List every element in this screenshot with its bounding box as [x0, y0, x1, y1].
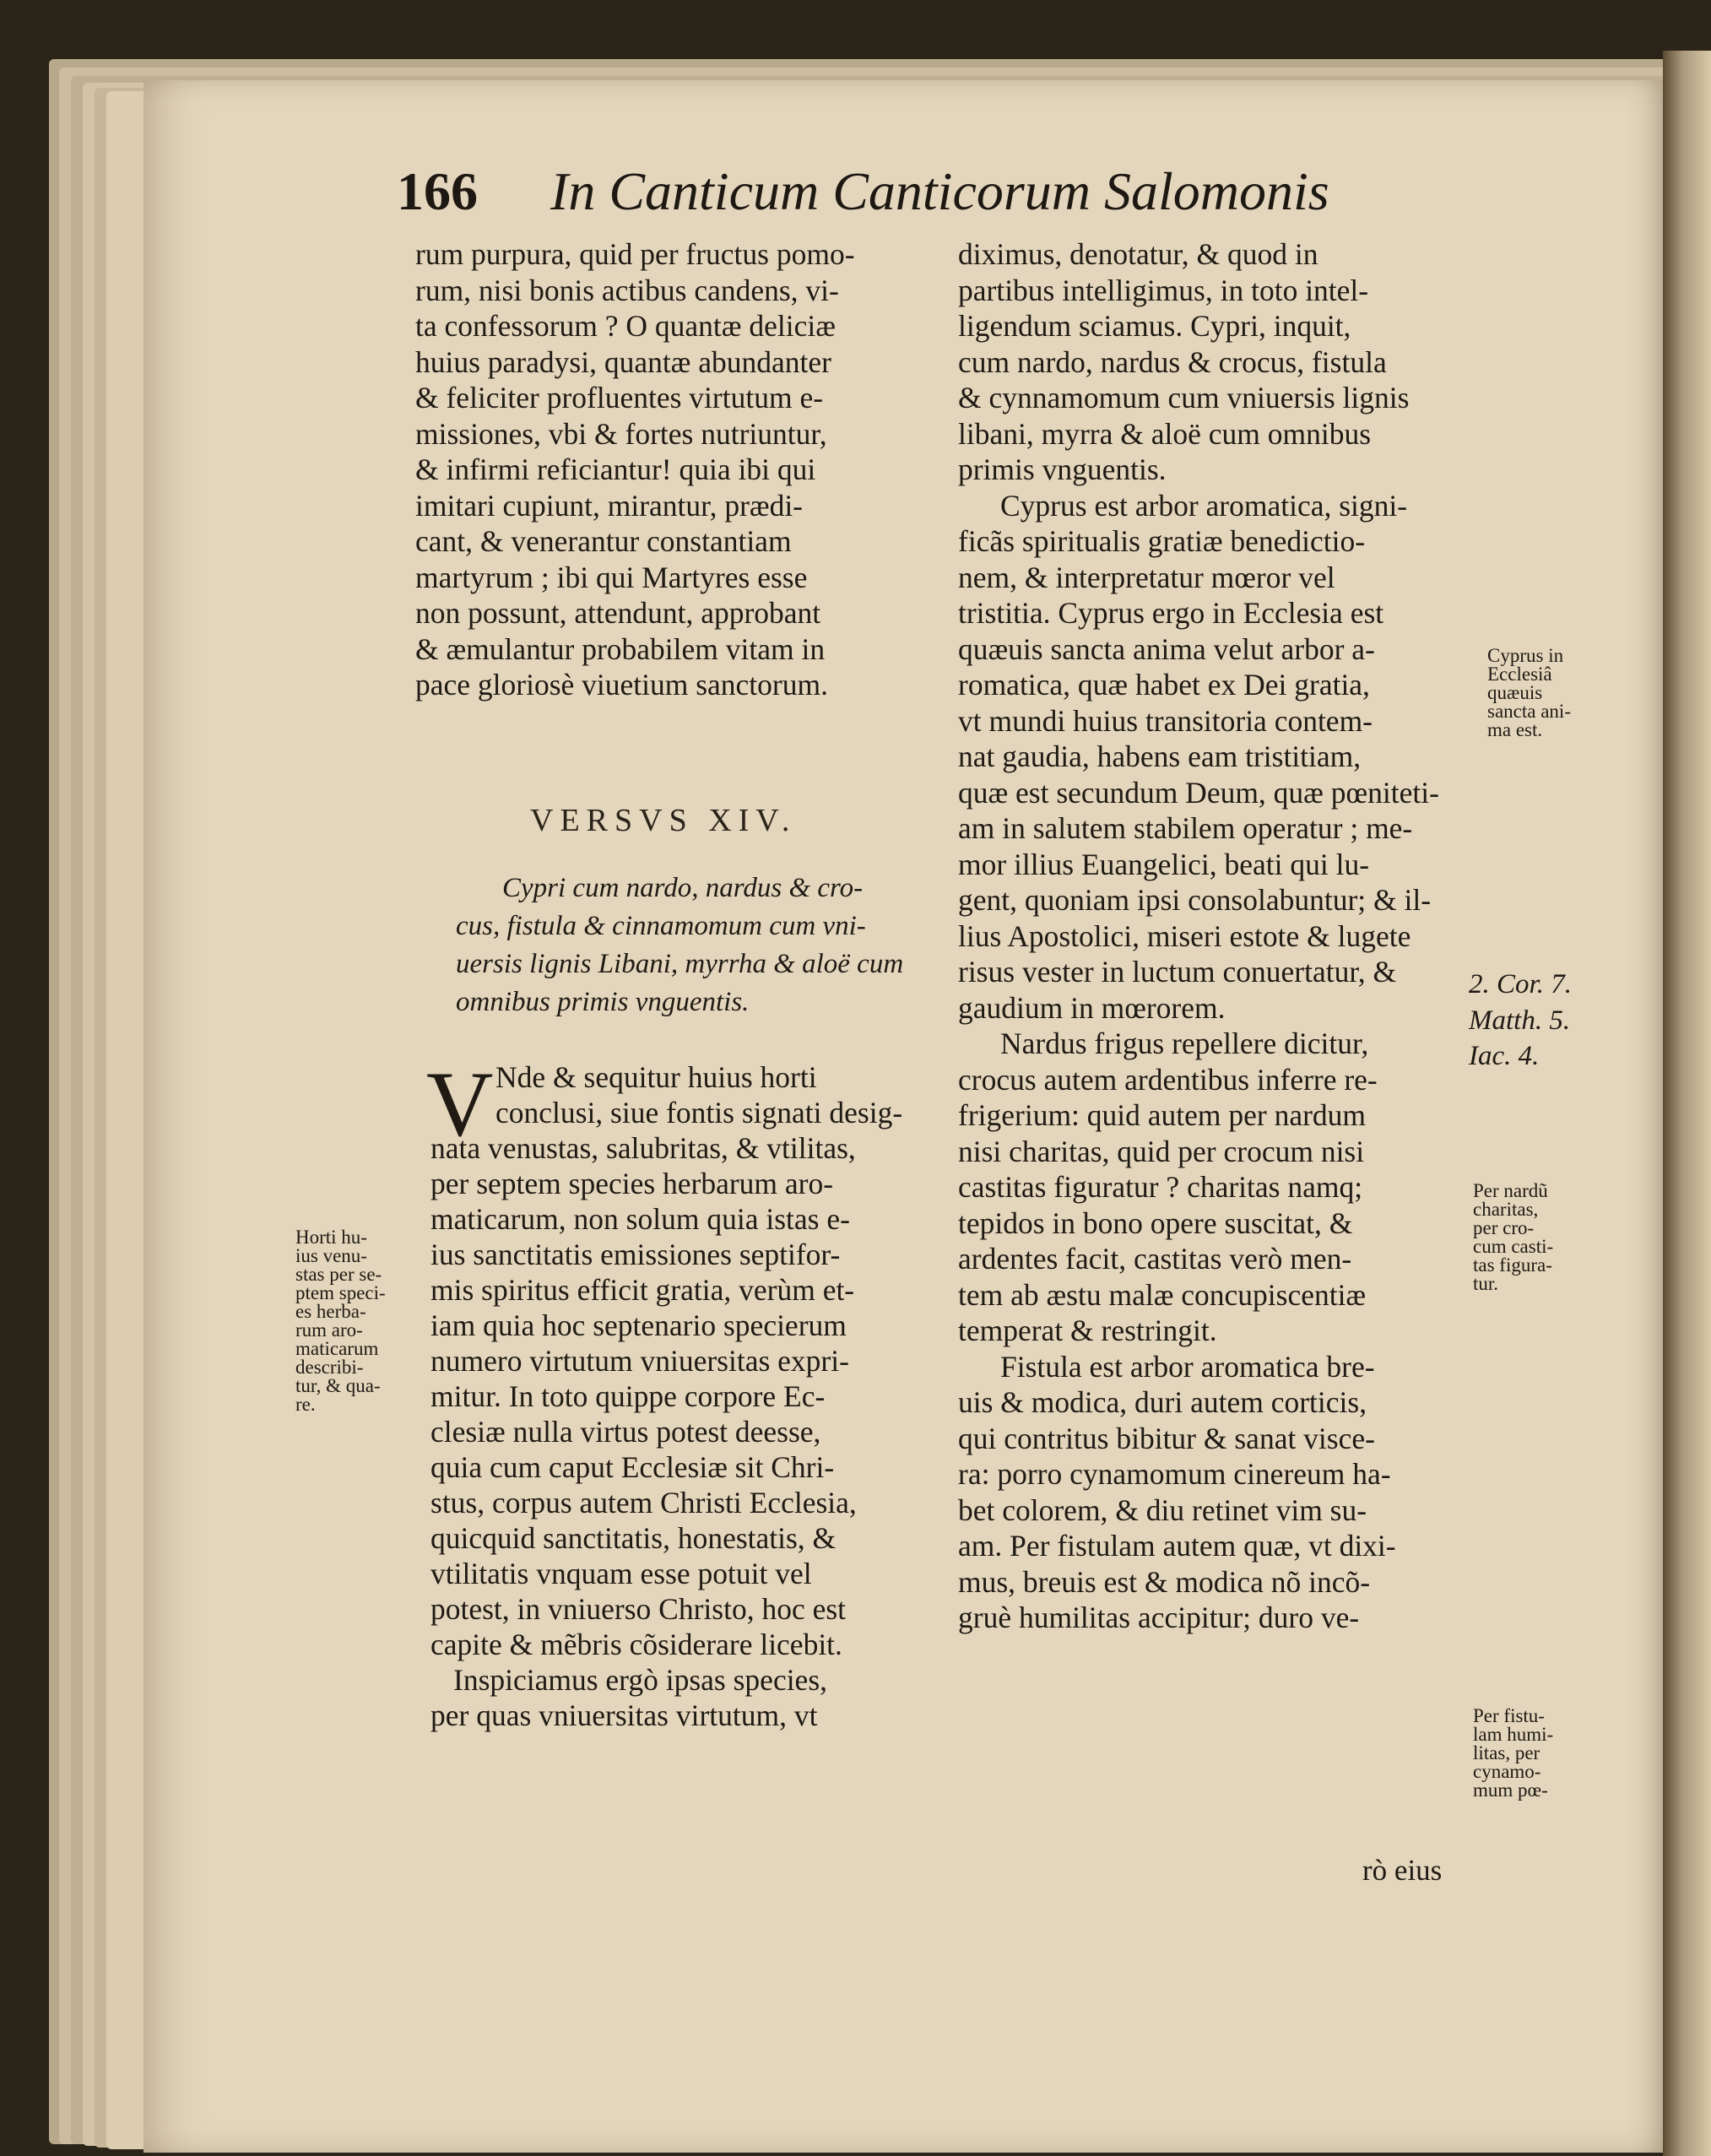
text-line: nata venustas, salubritas, & vtilitas, — [430, 1131, 856, 1165]
running-header — [397, 160, 1494, 241]
marginal-line: maticarum — [295, 1338, 379, 1359]
text-line: ardentes facit, castitas verò men- — [958, 1242, 1352, 1276]
marginal-line: es herba- — [295, 1301, 366, 1322]
marginal-line: mum pœ- — [1473, 1780, 1548, 1801]
marginal-line: tur, & qua- — [295, 1375, 381, 1396]
text-line: lius Apostolici, miseri estote & lugete — [958, 918, 1411, 953]
marginal-line: rum aro- — [295, 1319, 363, 1341]
text-line: tepidos in bono opere suscitat, & — [958, 1205, 1353, 1240]
marginal-line: Cyprus in — [1487, 645, 1564, 666]
reference-line: Iac. 4. — [1469, 1041, 1540, 1071]
marginal-line: Horti hu- — [295, 1227, 367, 1248]
text-line: & cynnamomum cum vniuersis lignis — [958, 381, 1410, 414]
marginal-line: Ecclesiâ — [1487, 664, 1552, 685]
text-line: potest, in vniuerso Christo, hoc est — [430, 1592, 847, 1626]
text-line: Fistula est arbor aromatica bre- — [1000, 1349, 1375, 1384]
text-line: maticarum, non solum quia istas e- — [430, 1202, 850, 1236]
text-line: nem, & interpretatur mœror vel — [958, 560, 1335, 594]
text-line: cant, & venerantur constantiam — [415, 524, 792, 558]
text-line: Nardus frigus repellere dicitur, — [1000, 1027, 1369, 1060]
reference-line: 2. Cor. 7. — [1469, 969, 1572, 999]
text-line: Cyprus est arbor aromatica, signi- — [1000, 488, 1408, 523]
text-line: stus, corpus autem Christi Ecclesia, — [430, 1486, 857, 1519]
verse-text — [456, 869, 941, 1021]
text-line: gaudium in mœrorem. — [958, 990, 1226, 1025]
text-line: am in salutem stabilem operatur ; me- — [958, 811, 1413, 845]
marginal-line: tur. — [1473, 1273, 1499, 1294]
marginal-line: re. — [295, 1394, 316, 1415]
page-number: 166 — [397, 161, 478, 221]
marginal-line: sancta ani- — [1487, 701, 1571, 722]
text-line: quæ est secundum Deum, quæ pœniteti- — [958, 775, 1439, 810]
text-line: gruè humilitas accipitur; duro ve- — [958, 1601, 1360, 1634]
marginal-line: tas figura- — [1473, 1254, 1552, 1276]
right-marginal-note-cyprus — [1487, 647, 1614, 739]
verse-line: Cypri cum nardo, nardus & cro- — [502, 873, 864, 903]
text-line: ficãs spiritualis gratiæ benedictio- — [958, 524, 1366, 558]
scripture-references — [1469, 967, 1578, 1075]
text-line: mor illius Euangelici, beati qui lu- — [958, 847, 1370, 881]
text-line: castitas figuratur ? charitas namq; — [958, 1170, 1363, 1204]
text-line: conclusi, siue fontis signati desig- — [495, 1096, 903, 1129]
catchword: rò eius — [1362, 1854, 1443, 1887]
marginal-line: lam humi- — [1473, 1724, 1554, 1745]
text-line: cum nardo, nardus & crocus, fistula — [958, 344, 1387, 379]
text-line: non possunt, attendunt, approbant — [415, 596, 821, 630]
text-line: per septem species herbarum aro- — [430, 1167, 834, 1200]
verse-line: uersis lignis Libani, myrrha & aloë cum — [456, 949, 904, 979]
marginal-line: Per fistu- — [1473, 1705, 1545, 1726]
verse-heading: VERSVS XIV. — [530, 803, 797, 838]
text-line: & æmulantur probabilem vitam in — [415, 631, 826, 666]
reference-line: Matth. 5. — [1469, 1005, 1571, 1036]
text-line: imitari cupiunt, mirantur, prædi- — [415, 488, 804, 523]
text-line: ius sanctitatis emissiones septifor- — [430, 1238, 841, 1271]
right-marginal-note-nardus — [1473, 1182, 1600, 1293]
text-line: am. Per fistulam autem quæ, vt dixi- — [958, 1529, 1396, 1563]
text-line: ta confessorum ? O quantæ deliciæ — [415, 309, 836, 343]
marginal-line: ptem speci- — [295, 1282, 386, 1303]
text-line: quia cum caput Ecclesiæ sit Chri- — [430, 1450, 835, 1484]
marginal-line: charitas, — [1473, 1199, 1539, 1220]
text-line: capite & mẽbris cõsiderare licebit. — [430, 1628, 842, 1661]
text-line: tristitia. Cyprus ergo in Ecclesia est — [958, 596, 1384, 630]
text-line: bet colorem, & diu retinet vim su- — [958, 1492, 1367, 1527]
text-line: iam quia hoc septenario specierum — [430, 1308, 847, 1342]
right-marginal-note-fistula — [1473, 1707, 1600, 1800]
text-line: per quas vniuersitas virtutum, vt — [430, 1698, 818, 1732]
text-line: uis & modica, duri autem corticis, — [958, 1385, 1367, 1419]
text-line: romatica, quæ habet ex Dei gratia, — [958, 668, 1370, 702]
left-marginal-note — [295, 1228, 422, 1414]
running-title: In Canticum Canticorum Salomonis — [550, 161, 1329, 221]
text-line: diximus, denotatur, & quod in — [958, 237, 1318, 271]
marginal-line: ius venu- — [295, 1245, 367, 1266]
text-line: tem ab æstu malæ concupiscentiæ — [958, 1277, 1367, 1312]
verse-line: cus, fistula & cinnamomum cum vni- — [456, 911, 866, 941]
text-line: Inspiciamus ergò ipsas species, — [453, 1663, 828, 1697]
marginal-line: Per nardũ — [1473, 1180, 1548, 1201]
marginal-line: ma est. — [1487, 719, 1543, 740]
text-line: missiones, vbi & fortes nutriuntur, — [415, 416, 827, 451]
marginal-line: describi- — [295, 1357, 364, 1378]
text-line: nisi charitas, quid per crocum nisi — [958, 1134, 1365, 1168]
verse-line: omnibus primis vnguentis. — [456, 987, 750, 1017]
marginal-line: cum casti- — [1473, 1236, 1554, 1257]
text-line: primis vnguentis. — [958, 452, 1167, 486]
text-line: vtilitatis vnquam esse potuit vel — [430, 1557, 812, 1590]
text-line: mis spiritus efficit gratia, verùm et- — [430, 1273, 855, 1307]
left-body-text — [415, 1053, 947, 1733]
text-line: quicquid sanctitatis, honestatis, & — [430, 1521, 837, 1555]
text-line: ligendum sciamus. Cypri, inquit, — [958, 309, 1351, 343]
text-line: rum purpura, quid per fructus pomo- — [415, 237, 855, 271]
marginal-line: per cro- — [1473, 1217, 1535, 1238]
text-line: temperat & restringit. — [958, 1314, 1217, 1347]
text-line: martyrum ; ibi qui Martyres esse — [415, 560, 808, 594]
text-line: partibus intelligimus, in toto intel- — [958, 273, 1369, 307]
text-line: risus vester in luctum conuertatur, & — [958, 955, 1397, 989]
marginal-line: cynamo- — [1473, 1761, 1541, 1782]
text-line: rum, nisi bonis actibus candens, vi- — [415, 273, 839, 307]
drop-cap: V — [426, 1053, 494, 1156]
text-line: Nde & sequitur huius horti — [495, 1060, 817, 1094]
text-line: vt mundi huius transitoria contem- — [958, 703, 1373, 738]
text-line: quæuis sancta anima velut arbor a- — [958, 631, 1375, 666]
text-line: mus, breuis est & modica nõ incõ- — [958, 1564, 1371, 1599]
marginal-line: litas, per — [1473, 1742, 1540, 1763]
text-line: huius paradysi, quantæ abundanter — [415, 344, 831, 379]
text-line: nat gaudia, habens eam tristitiam, — [958, 739, 1362, 773]
right-column — [958, 236, 1481, 1636]
text-line: frigerium: quid autem per nardum — [958, 1098, 1367, 1132]
text-line: pace gloriosè viuetium sanctorum. — [415, 668, 828, 702]
marginal-line: stas per se- — [295, 1264, 382, 1285]
text-line: mitur. In toto quippe corpore Ec- — [430, 1379, 826, 1413]
left-column — [415, 236, 939, 703]
text-line: clesiæ nulla virtus potest deesse, — [430, 1415, 821, 1449]
text-line: & infirmi reficiantur! quia ibi qui — [415, 452, 816, 486]
text-line: gent, quoniam ipsi consolabuntur; & il- — [958, 883, 1432, 917]
text-line: qui contritus bibitur & sanat visce- — [958, 1421, 1375, 1455]
marginal-line: quæuis — [1487, 682, 1543, 703]
text-line: & feliciter profluentes virtutum e- — [415, 381, 824, 414]
book-gutter — [1663, 51, 1711, 2156]
text-line: crocus autem ardentibus inferre re- — [958, 1062, 1378, 1097]
text-line: numero virtutum vniuersitas expri- — [430, 1344, 849, 1378]
text-line: libani, myrra & aloë cum omnibus — [958, 416, 1372, 451]
text-line: ra: porro cynamomum cinereum ha- — [958, 1457, 1391, 1491]
